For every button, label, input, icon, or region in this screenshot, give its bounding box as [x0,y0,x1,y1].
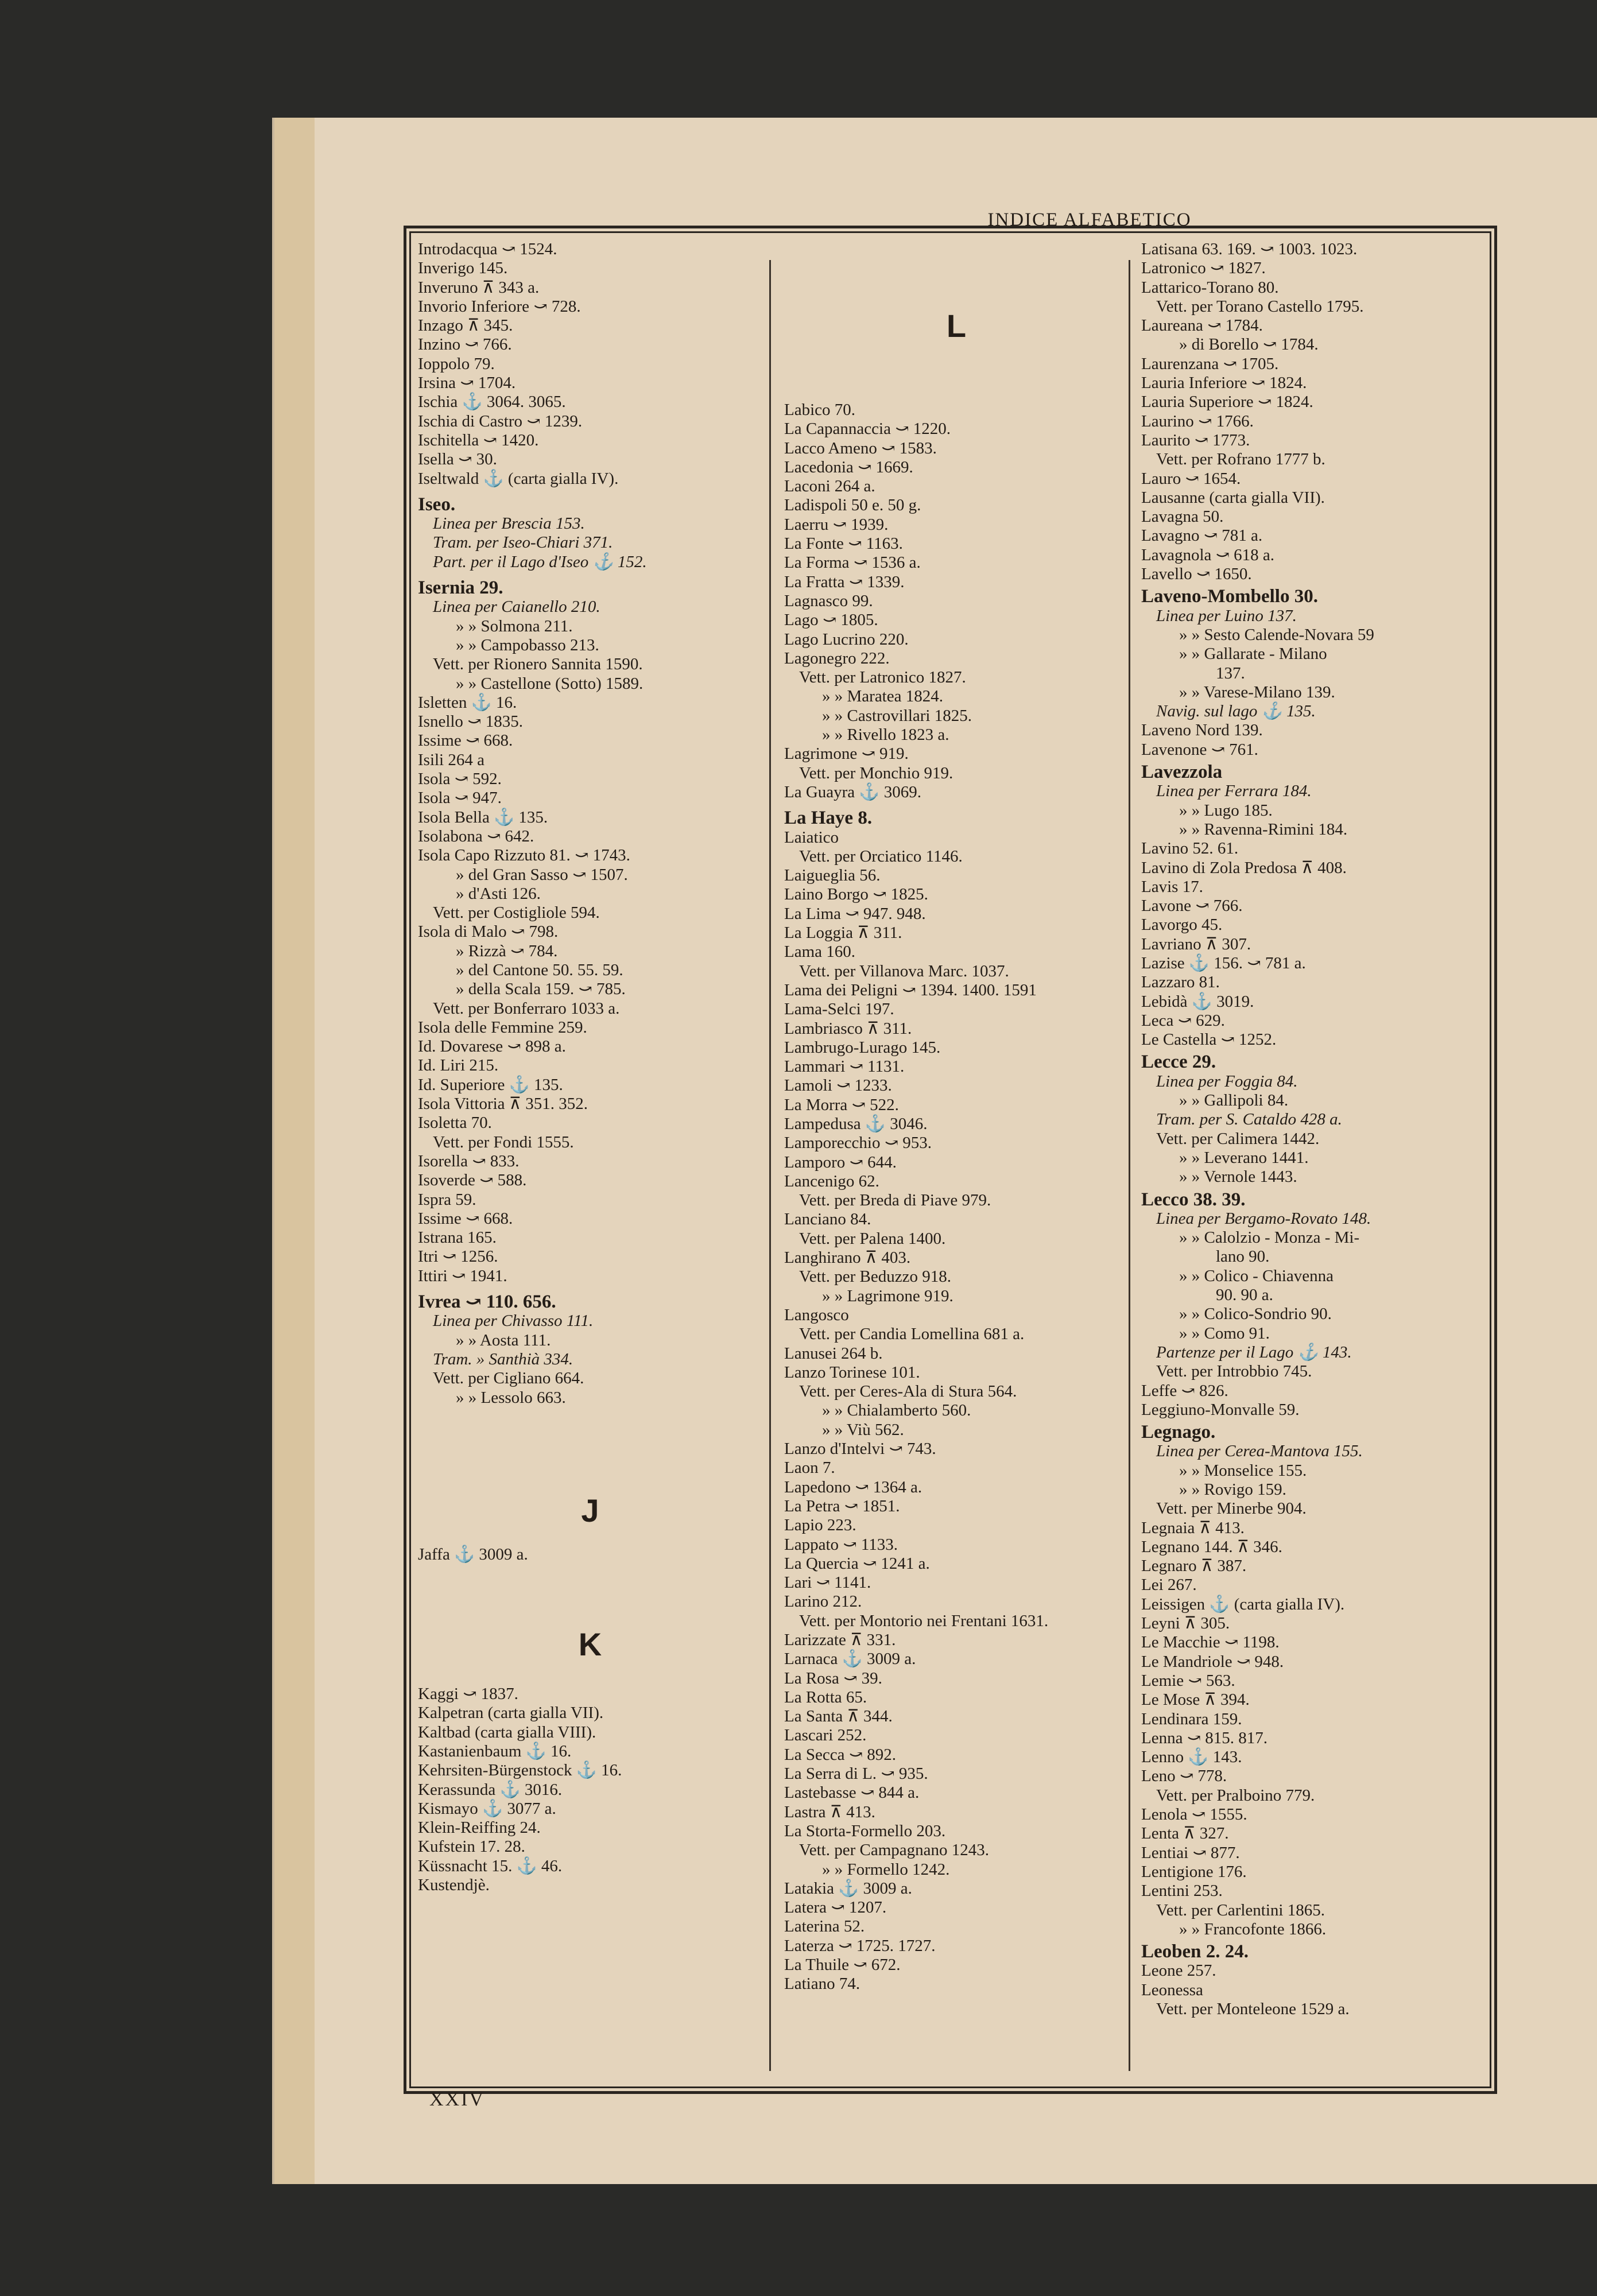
index-entry: Vett. per Breda di Piave 979. [799,1191,991,1210]
index-entry: » » Colico - Chiavenna [1179,1266,1334,1285]
index-entry: Isella ⤻ 30. [418,450,497,469]
index-entry: Leggiuno-Monvalle 59. [1141,1400,1300,1419]
index-entry: Isola di Malo ⤻ 798. [418,922,559,941]
index-entry: Lago ⤻ 1805. [784,611,878,630]
column-rule-1 [769,260,771,2071]
index-entry: Vett. per Bonferraro 1033 a. [433,999,620,1018]
index-headword: Lavezzola [1141,762,1223,783]
index-entry: » » Como 91. [1179,1324,1270,1343]
index-entry: Vett. per Minerbe 904. [1156,1499,1307,1518]
index-entry: Kalpetran (carta gialla VII). [418,1704,604,1723]
index-entry: La Thuile ⤻ 672. [784,1956,901,1975]
index-entry: Lammari ⤻ 1131. [784,1057,905,1076]
index-entry: La Loggia ⊼ 311. [784,924,902,943]
index-headword: Lecce 29. [1141,1052,1216,1073]
index-entry: Inverigo 145. [418,259,508,278]
index-headword: Isernia 29. [418,577,503,599]
index-entry: Lentigione 176. [1141,1862,1247,1881]
index-entry: Kaggi ⤻ 1837. [418,1685,518,1704]
index-entry: Vett. per Ceres-Ala di Stura 564. [799,1382,1017,1401]
index-entry: » » Francofonte 1866. [1179,1919,1327,1938]
index-entry: Inzino ⤻ 766. [418,335,512,354]
index-entry: Lagrimone ⤻ 919. [784,744,909,763]
index-entry: Lambrugo-Lurago 145. [784,1038,941,1057]
index-entry: Lauro ⤻ 1654. [1141,469,1241,488]
index-entry: Ioppolo 79. [418,354,495,373]
index-entry: Lavello ⤻ 1650. [1141,565,1252,584]
index-entry: Isletten ⚓ 16. [418,693,517,712]
index-entry: 137. [1216,664,1245,682]
index-entry: Kustendjè. [418,1876,490,1895]
index-entry: Lentiai ⤻ 877. [1141,1843,1240,1862]
index-entry: Larino 212. [784,1592,862,1611]
index-headword: La Haye 8. [784,808,873,829]
index-column-3 [1141,240,1486,2019]
index-entry: Laino Borgo ⤻ 1825. [784,885,928,904]
index-entry: Tram. per S. Cataldo 428 a. [1156,1110,1342,1129]
index-entry: Kismayo ⚓ 3077 a. [418,1799,556,1818]
index-entry: La Forma ⤻ 1536 a. [784,553,921,572]
index-entry: Vett. per Candia Lomellina 681 a. [799,1325,1025,1344]
index-entry: Lentini 253. [1141,1882,1223,1901]
index-entry: » » Lugo 185. [1179,801,1273,820]
index-entry: Legnaro ⊼ 387. [1141,1557,1247,1576]
index-entry: Legnaia ⊼ 413. [1141,1518,1245,1537]
index-entry: Isorella ⤻ 833. [418,1151,520,1170]
index-entry: Küssnacht 15. ⚓ 46. [418,1856,563,1875]
index-entry: Lambriasco ⊼ 311. [784,1019,912,1038]
index-entry: Vett. per Rionero Sannita 1590. [433,655,643,674]
index-entry: Leno ⤻ 778. [1141,1767,1227,1786]
index-entry: Kaltbad (carta gialla VIII). [418,1723,596,1742]
index-entry: Introdacqua ⤻ 1524. [418,240,557,258]
index-entry: » » Aosta 111. [456,1331,551,1349]
index-entry: Langosco [784,1305,849,1324]
index-entry: Vett. per Carlentini 1865. [1156,1901,1325,1919]
index-entry: Issime ⤻ 668. [418,1209,513,1228]
index-entry: Lama 160. [784,943,856,961]
index-entry: Leone 257. [1141,1961,1216,1980]
index-entry: Larnaca ⚓ 3009 a. [784,1650,916,1669]
index-entry: La Petra ⤻ 1851. [784,1496,900,1515]
index-entry: 90. 90 a. [1216,1286,1273,1305]
index-entry: Lavis 17. [1141,877,1203,896]
index-entry: Le Castella ⤻ 1252. [1141,1030,1277,1049]
index-headword: Lecco 38. 39. [1141,1189,1246,1210]
index-entry: » » Monselice 155. [1179,1461,1307,1480]
index-entry: Linea per Caianello 210. [433,598,600,616]
index-entry: La Lima ⤻ 947. 948. [784,904,926,923]
index-entry: Vett. per Calimera 1442. [1156,1129,1320,1148]
index-entry: Lampedusa ⚓ 3046. [784,1114,928,1133]
index-entry: Vett. per Fondi 1555. [433,1133,574,1151]
index-entry: » » Castrovillari 1825. [822,706,972,725]
index-entry: Id. Dovarese ⤻ 898 a. [418,1037,566,1056]
index-entry: » » Maratea 1824. [822,687,943,706]
index-entry: La Secca ⤻ 892. [784,1745,896,1764]
index-entry: Inveruno ⊼ 343 a. [418,278,540,297]
index-entry: Linea per Cerea-Mantova 155. [1156,1442,1363,1461]
index-entry: La Capannaccia ⤻ 1220. [784,420,951,439]
index-entry: Labico 70. [784,401,856,419]
index-frame [404,226,1497,2094]
index-entry: Id. Liri 215. [418,1056,499,1075]
index-entry: Lavorgo 45. [1141,916,1223,934]
index-entry: Lama-Selci 197. [784,1000,894,1019]
index-entry: Leyni ⊼ 305. [1141,1614,1230,1633]
index-entry: » » Chialamberto 560. [822,1401,971,1420]
index-entry: La Fonte ⤻ 1163. [784,534,903,553]
index-entry: Latisana 63. 169. ⤻ 1003. 1023. [1141,240,1358,258]
index-entry: Lazzaro 81. [1141,973,1220,992]
index-entry: Lago Lucrino 220. [784,630,909,649]
index-entry: Irsina ⤻ 1704. [418,374,516,393]
index-entry: Latakia ⚓ 3009 a. [784,1879,912,1898]
index-entry: Lappato ⤻ 1133. [784,1535,898,1554]
index-entry: Vett. per Latronico 1827. [799,668,966,687]
index-entry: Istrana 165. [418,1228,497,1247]
index-entry: Lama dei Peligni ⤻ 1394. 1400. 1591 [784,980,1037,999]
index-entry: Lamoli ⤻ 1233. [784,1076,892,1095]
index-entry: Leonessa [1141,1980,1203,1999]
index-entry: Laconi 264 a. [784,477,875,496]
index-entry: Lanciano 84. [784,1210,871,1229]
index-headword: Laveno-Mombello 30. [1141,586,1318,607]
index-entry: » » Campobasso 213. [456,635,599,654]
index-entry: Isili 264 a [418,750,484,769]
index-entry: » » Lagrimone 919. [822,1286,953,1305]
index-headword: Legnago. [1141,1422,1216,1443]
index-entry: Vett. per Orciatico 1146. [799,847,963,866]
index-entry: Lauria Superiore ⤻ 1824. [1141,393,1313,412]
index-entry: Vett. per Monteleone 1529 a. [1156,2000,1350,2019]
index-entry: Isola ⤻ 947. [418,789,502,808]
index-entry: Lenola ⤻ 1555. [1141,1805,1247,1824]
index-entry: Vett. per Cigliano 664. [433,1369,584,1388]
index-entry: Laiatico [784,828,839,847]
index-entry: » » Calolzio - Monza - Mi- [1179,1228,1360,1247]
index-entry: Laterza ⤻ 1725. 1727. [784,1936,936,1955]
index-entry: » » Leverano 1441. [1179,1148,1309,1167]
index-entry: La Morra ⤻ 522. [784,1095,899,1114]
index-entry: Lanusei 264 b. [784,1344,883,1363]
index-entry: Laerru ⤻ 1939. [784,515,889,534]
book-page [274,118,1597,2184]
index-entry: Vett. per Beduzzo 918. [799,1267,951,1286]
index-entry: Lenna ⤻ 815. 817. [1141,1728,1268,1747]
index-entry: » della Scala 159. ⤻ 785. [456,980,626,999]
index-entry: Vett. per Costigliole 594. [433,903,600,922]
index-entry: Vett. per Monchio 919. [799,763,953,782]
index-entry: » » Vernole 1443. [1179,1168,1297,1186]
index-entry: Lavriano ⊼ 307. [1141,934,1251,953]
index-entry: La Rotta 65. [784,1688,867,1707]
index-entry: Vett. per Palena 1400. [799,1229,946,1248]
index-entry: Lacedonia ⤻ 1669. [784,457,913,476]
index-entry: Latera ⤻ 1207. [784,1898,887,1917]
index-entry: » » Gallarate - Milano [1179,645,1327,664]
index-entry: Lascari 252. [784,1726,867,1745]
index-entry: » » Solmona 211. [456,616,573,635]
index-entry: Jaffa ⚓ 3009 a. [418,1545,528,1564]
index-entry: La Fratta ⤻ 1339. [784,572,905,591]
page-number: XXIV [429,2089,485,2110]
index-entry: Vett. per Introbbio 745. [1156,1362,1312,1381]
index-entry: Lastebasse ⤻ 844 a. [784,1783,920,1802]
index-entry: Laveno Nord 139. [1141,721,1263,740]
section-letter: J [581,1492,599,1529]
index-entry: Partenze per il Lago ⚓ 143. [1156,1343,1352,1362]
index-headword: Leoben 2. 24. [1141,1941,1249,1963]
index-entry: Vett. per Pralboino 779. [1156,1786,1315,1805]
index-entry: Klein-Reiffing 24. [418,1818,541,1837]
index-entry: Laon 7. [784,1459,835,1477]
index-entry: Linea per Foggia 84. [1156,1072,1298,1091]
index-entry: La Storta-Formello 203. [784,1821,946,1840]
index-entry: Lari ⤻ 1141. [784,1573,871,1592]
index-entry: Lancenigo 62. [784,1172,879,1190]
index-entry: Lavino 52. 61. [1141,839,1239,858]
index-entry: Kehrsiten-Bürgenstock ⚓ 16. [418,1761,622,1780]
index-entry: Laureana ⤻ 1784. [1141,316,1263,335]
index-entry: » » Castellone (Sotto) 1589. [456,674,644,693]
index-entry: Lapedono ⤻ 1364 a. [784,1477,922,1496]
index-entry: Lattarico-Torano 80. [1141,278,1279,297]
index-entry: Lanzo d'Intelvi ⤻ 743. [784,1440,936,1459]
index-entry: Ladispoli 50 e. 50 g. [784,496,921,515]
index-entry: Id. Superiore ⚓ 135. [418,1075,563,1094]
index-entry: Issime ⤻ 668. [418,731,513,750]
index-entry: Lavone ⤻ 766. [1141,897,1243,916]
index-entry: Tram. » Santhià 334. [433,1349,573,1368]
index-entry: Kastanienbaum ⚓ 16. [418,1742,572,1760]
index-entry: Langhirano ⊼ 403. [784,1248,911,1267]
index-entry: Le Mandriole ⤻ 948. [1141,1652,1284,1671]
index-entry: La Rosa ⤻ 39. [784,1669,882,1688]
index-entry: Linea per Bergamo-Rovato 148. [1156,1209,1371,1228]
index-entry: Ittiri ⤻ 1941. [418,1266,507,1285]
index-column-2 [784,240,1129,1994]
index-entry: Vett. per Campagnano 1243. [799,1841,990,1860]
index-entry: » » Gallipoli 84. [1179,1091,1289,1110]
index-entry: lano 90. [1216,1247,1270,1266]
index-entry: » » Varese-Milano 139. [1179,682,1335,701]
index-entry: Isola Vittoria ⊼ 351. 352. [418,1095,588,1114]
index-entry: Linea per Chivasso 111. [433,1312,594,1331]
index-entry: Laurenzana ⤻ 1705. [1141,354,1279,373]
index-entry: Lenta ⊼ 327. [1141,1824,1229,1843]
index-entry: » del Gran Sasso ⤻ 1507. [456,865,628,884]
index-entry: » d'Asti 126. [456,884,541,903]
index-entry: Isola delle Femmine 259. [418,1018,587,1037]
index-entry: » di Borello ⤻ 1784. [1179,335,1319,354]
index-entry: Laigueglia 56. [784,866,881,885]
index-entry: Vett. per Torano Castello 1795. [1156,297,1364,316]
index-entry: Ischitella ⤻ 1420. [418,430,539,449]
index-entry: Lavenone ⤻ 761. [1141,740,1258,759]
index-entry: Laterina 52. [784,1917,865,1936]
index-entry: Lemie ⤻ 563. [1141,1671,1235,1690]
index-entry: Ispra 59. [418,1190,476,1209]
index-entry: Leffe ⤻ 826. [1141,1381,1228,1400]
index-entry: Isola Capo Rizzuto 81. ⤻ 1743. [418,846,630,865]
index-entry: Isola Bella ⚓ 135. [418,808,548,827]
index-entry: Linea per Ferrara 184. [1156,782,1312,801]
index-entry: » » Colico-Sondrio 90. [1179,1305,1332,1324]
page-header: INDICE ALFABETICO [987,210,1192,230]
index-entry: Isoletta 70. [418,1114,492,1133]
index-entry: Isola ⤻ 592. [418,770,502,789]
index-entry: Tram. per Iseo-Chiari 371. [433,533,613,552]
index-entry: Laurito ⤻ 1773. [1141,430,1250,449]
index-entry: Lapio 223. [784,1516,856,1535]
index-entry: La Quercia ⤻ 1241 a. [784,1554,930,1573]
index-entry: Legnano 144. ⊼ 346. [1141,1537,1282,1556]
index-entry: Lastra ⊼ 413. [784,1802,875,1821]
index-entry: Lebidà ⚓ 3019. [1141,992,1254,1011]
index-entry: La Serra di L. ⤻ 935. [784,1764,928,1783]
index-entry: Lenno ⚓ 143. [1141,1748,1242,1767]
index-entry: Lavino di Zola Predosa ⊼ 408. [1141,858,1347,877]
index-entry: Invorio Inferiore ⤻ 728. [418,297,581,316]
section-letter: K [578,1626,602,1663]
index-entry: Part. per il Lago d'Iseo ⚓ 152. [433,552,647,571]
index-entry: Laurino ⤻ 1766. [1141,412,1254,430]
index-entry: Le Mose ⊼ 394. [1141,1690,1250,1709]
index-entry: Iseltwald ⚓ (carta gialla IV). [418,469,619,488]
index-entry: » » Sesto Calende-Novara 59 [1179,625,1374,644]
column-rule-2 [1129,260,1130,2071]
index-entry: » » Formello 1242. [822,1860,950,1879]
index-entry: Leca ⤻ 629. [1141,1011,1225,1030]
index-entry: Ischia di Castro ⤻ 1239. [418,412,583,430]
index-entry: Inzago ⊼ 345. [418,316,513,335]
index-entry: » » Viù 562. [822,1420,904,1439]
index-entry: Lavagnola ⤻ 618 a. [1141,545,1275,564]
index-entry: Itri ⤻ 1256. [418,1247,498,1266]
index-entry: Leissigen ⚓ (carta gialla IV). [1141,1595,1345,1614]
index-entry: » del Cantone 50. 55. 59. [456,960,623,979]
index-entry: La Guayra ⚓ 3069. [784,782,922,801]
index-entry: Le Macchie ⤻ 1198. [1141,1633,1280,1652]
index-entry: Lei 267. [1141,1576,1197,1595]
index-entry: Vett. per Rofrano 1777 b. [1156,450,1325,469]
index-entry: Larizzate ⊼ 331. [784,1631,896,1649]
index-headword: Iseo. [418,494,456,515]
index-headword: Ivrea ⤻ 110. 656. [418,1292,556,1313]
index-entry: Lanzo Torinese 101. [784,1363,920,1382]
index-entry: Vett. per Montorio nei Frentani 1631. [799,1611,1049,1630]
index-entry: » Rizzà ⤻ 784. [456,941,558,960]
index-entry: Isnello ⤻ 1835. [418,712,523,731]
index-entry: Linea per Brescia 153. [433,514,585,533]
index-entry: Lagnasco 99. [784,591,873,610]
index-entry: Latronico ⤻ 1827. [1141,259,1266,278]
index-entry: Kerassunda ⚓ 3016. [418,1780,563,1799]
index-entry: Kufstein 17. 28. [418,1837,525,1856]
page-edge [274,118,315,2184]
index-entry: Lendinara 159. [1141,1709,1242,1728]
index-entry: Isoverde ⤻ 588. [418,1171,527,1190]
section-letter: L [946,308,967,344]
index-entry: » » Rivello 1823 a. [822,726,949,744]
index-entry: Lavagno ⤻ 781 a. [1141,526,1263,545]
index-entry: » » Lessolo 663. [456,1388,566,1407]
index-entry: » » Ravenna-Rimini 184. [1179,820,1348,839]
index-entry: Lavagna 50. [1141,507,1224,526]
index-entry: » » Rovigo 159. [1179,1480,1286,1499]
index-entry: Vett. per Villanova Marc. 1037. [799,961,1009,980]
index-column-1 [418,240,762,1895]
index-entry: Lausanne (carta gialla VII). [1141,488,1325,507]
index-entry: Isolabona ⤻ 642. [418,827,534,846]
index-entry: Lagonegro 222. [784,649,890,668]
index-entry: Ischia ⚓ 3064. 3065. [418,393,566,412]
index-entry: Linea per Luino 137. [1156,606,1297,625]
index-entry: Lamporo ⤻ 644. [784,1153,897,1172]
index-entry: La Santa ⊼ 344. [784,1707,893,1726]
index-entry: Latiano 74. [784,1975,860,1994]
index-entry: Lazise ⚓ 156. ⤻ 781 a. [1141,953,1306,972]
index-entry: Navig. sul lago ⚓ 135. [1156,702,1316,721]
index-entry: Lacco Ameno ⤻ 1583. [784,439,937,457]
index-entry: Lauria Inferiore ⤻ 1824. [1141,374,1307,393]
index-entry: Lamporecchio ⤻ 953. [784,1134,932,1153]
